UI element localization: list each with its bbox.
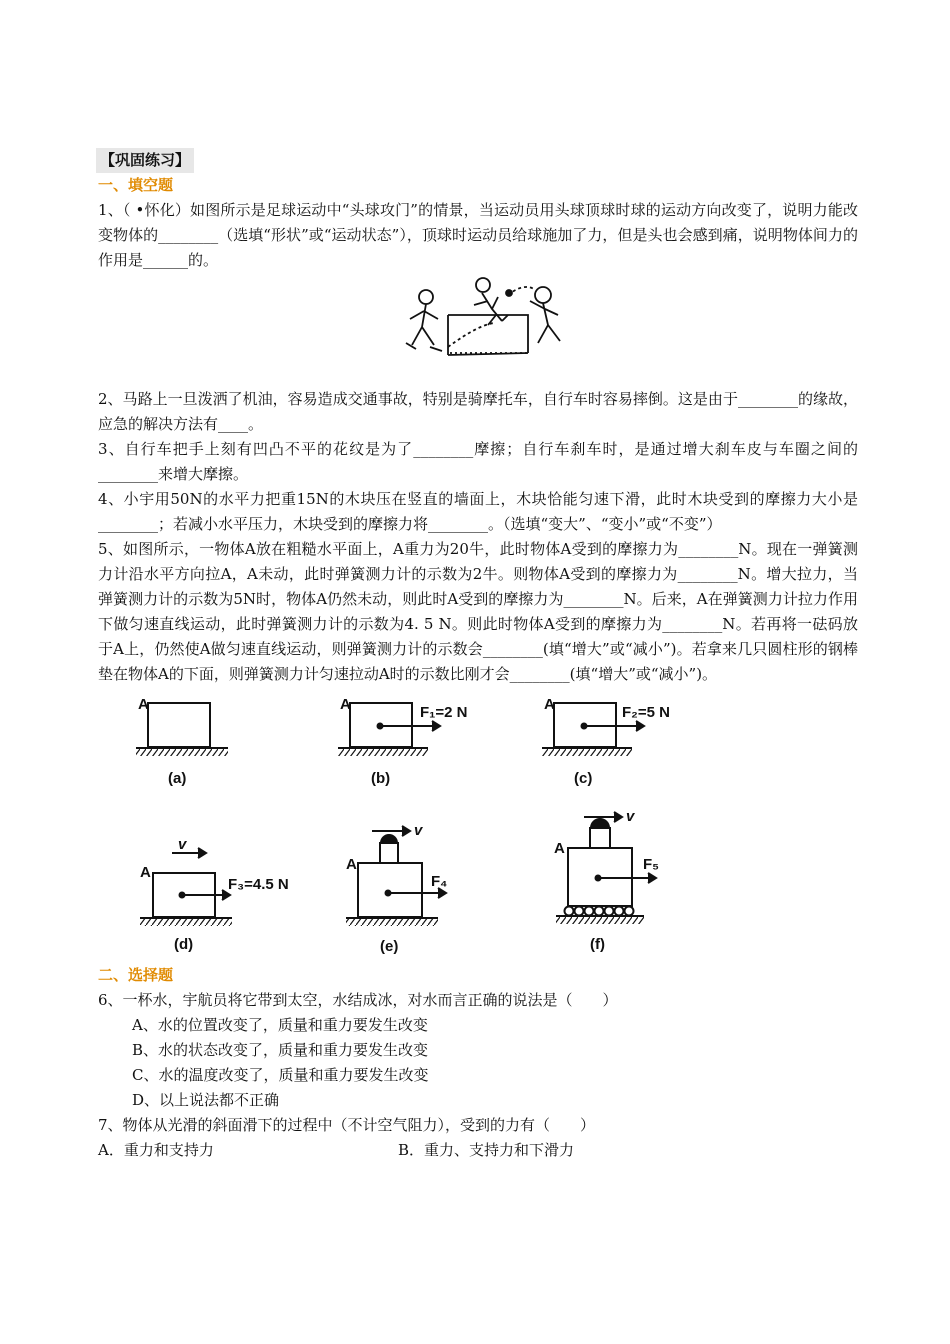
question-6: 6、一杯水，宇航员将它带到太空，水结成冰，对水而言正确的说法是（ ） [98,991,618,1009]
caption-e: (e) [380,938,399,955]
caption-c: (c) [574,770,593,787]
force-f2: F₂=5 N [622,704,670,721]
force-f4: F₄ [431,873,448,890]
force-f3: F₃=4.5 N [228,876,289,893]
label-d-block: A [140,864,151,881]
velocity-e: v [414,822,423,839]
q7-option-a: A．重力和支持力 [98,1141,214,1159]
label-e-block: A [346,856,357,873]
question-3: 3、自行车把手上刻有凹凸不平的花纹是为了________摩擦；自行车刹车时，是通过增大刹车皮与车圈之间的________来增大摩擦。 [98,440,858,483]
question-5: 5、如图所示，一物体A放在粗糙水平面上，A重力为20牛，此时物体A受到的摩擦力为________N。现在一弹簧测力计沿水平方向拉A，A未动，此时弹簧测力计的示数为2牛。则物体A受到的摩擦力为________N。增大拉力，当弹簧测力计的示数为5N时，物体A仍然未动，则此时A受到的摩擦力为________N。后来，A在弹簧测力计拉力作用下做匀速直线运动，此时弹簧测力计的示数为4. 5 N。则此时物体A受到的摩擦力为________N。若再将一砝码放于A上，仍然使A做匀速直线运动，则弹簧测力计的示数会________(填“增大”或“减小”)。若拿来几只圆柱形的钢棒垫在物体A的下面，则弹簧测力计匀速拉动A时的示数比刚才会________(填“增大”或“减小”)。 [98,540,858,683]
q6-option-a: A、水的位置改变了，质量和重力要发生改变 [132,1016,428,1034]
heading-row [98,148,858,173]
friction-figures [98,693,858,963]
section-multiple-choice: 二、选择题 [98,966,174,984]
caption-d: (d) [174,936,194,953]
question-4: 4、小宇用50N的水平力把重15N的木块压在竖直的墙面上，木块恰能匀速下滑，此时木块受到的摩擦力大小是________；若减小水平压力，木块受到的摩擦力将________。（选填“变大”、“变小”或“不变”） [98,490,858,533]
velocity-f: v [626,808,635,825]
caption-a: (a) [168,770,187,787]
q6-option-d: D、以上说法都不正确 [132,1091,280,1109]
label-a-block: A [138,696,149,713]
velocity-d: v [178,836,187,853]
label-b-block: A [340,696,351,713]
worksheet [98,148,858,1163]
question-7: 7、物体从光滑的斜面滑下的过程中（不计空气阻力），受到的力有（ ） [98,1116,596,1134]
q6-option-c: C、水的温度改变了，质量和重力要发生改变 [132,1066,429,1084]
q6-option-b: B、水的状态改变了，质量和重力要发生改变 [132,1041,429,1059]
question-2: 2、马路上一旦泼洒了机油，容易造成交通事故，特别是骑摩托车，自行车时容易摔倒。这是由于________的缘故，应急的解决方法有____。 [98,390,858,433]
section-fill-blank: 一、填空题 [98,176,174,194]
q7-option-b: B．重力、支持力和下滑力 [398,1141,575,1159]
soccer-header-illustration [98,275,858,375]
figure-a [136,703,228,756]
label-f-block: A [554,840,565,857]
force-f1: F₁=2 N [420,704,468,721]
figure-d [140,848,232,926]
figure-f [556,812,656,924]
force-f5: F₅ [643,856,660,873]
label-c-block: A [544,696,555,713]
practice-heading: 【巩固练习】 [96,148,194,173]
q7-options-row [98,1138,858,1163]
question-1: 1、（ •怀化）如图所示是足球运动中“头球攻门”的情景，当运动员用头球顶球时球的运动方向改变了，说明力能改变物体的________（选填“形状”或“运动状态”），顶球时运动员给球施加了力，但是头也会感到痛，说明物体间力的作用是______的。 [98,201,858,269]
caption-f: (f) [590,936,605,953]
caption-b: (b) [371,770,391,787]
